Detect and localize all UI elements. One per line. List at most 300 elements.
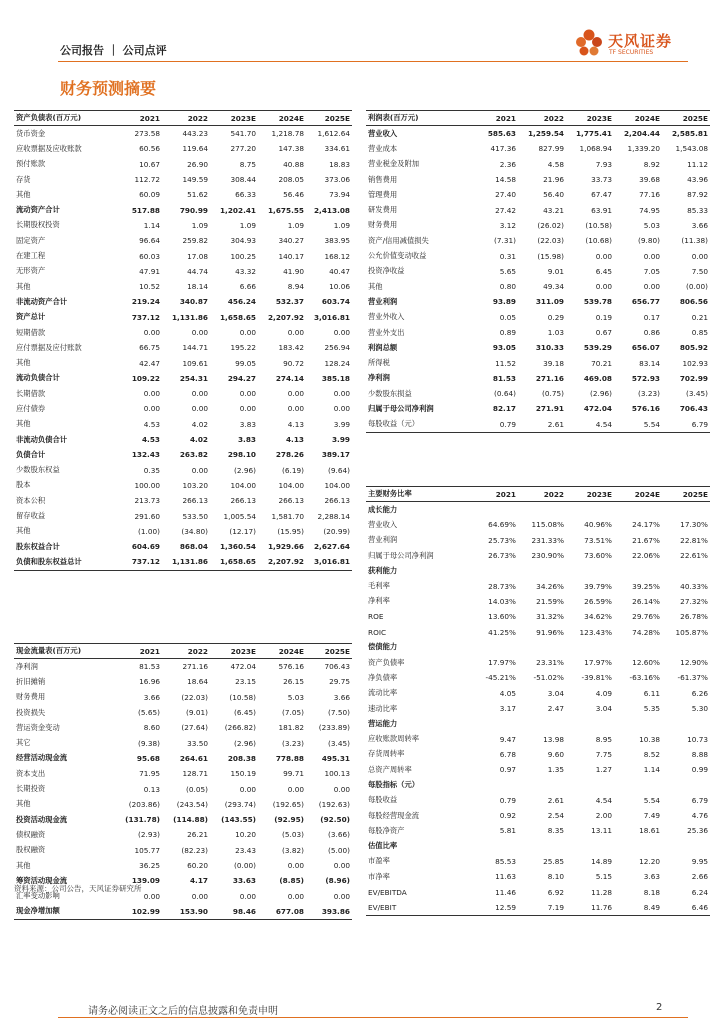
cell-value: 1,005.54: [223, 511, 256, 521]
row-label: 所得税: [368, 358, 390, 368]
cell-value: (0.00): [686, 282, 708, 292]
table-row: [366, 609, 710, 624]
cell-value: 2.54: [547, 811, 564, 821]
table-row: [14, 233, 352, 248]
row-label: 非流动负债合计: [16, 434, 68, 444]
cell-value: 3.66: [143, 692, 160, 702]
table-row: [14, 279, 352, 294]
table-row: [14, 539, 352, 554]
cell-value: 90.72: [283, 358, 304, 368]
cell-value: 0.00: [595, 282, 612, 292]
row-label: 偿债能力: [368, 642, 398, 652]
table-row: [14, 735, 352, 750]
table-row: [14, 478, 352, 493]
cell-value: 3,016.81: [313, 312, 350, 322]
cell-value: 1,929.66: [267, 542, 304, 552]
cell-value: 14.89: [591, 856, 612, 866]
row-label: 筹资活动现金流: [16, 875, 68, 885]
cell-value: (22.03): [181, 692, 208, 702]
table-row: [366, 264, 710, 279]
cell-value: 10.73: [687, 734, 708, 744]
cell-value: -45.21%: [485, 673, 516, 683]
cell-value: (9.80): [638, 236, 660, 246]
year-header: 2024E: [258, 111, 306, 126]
year-header: 2021: [470, 487, 518, 502]
cell-value: 8.88: [691, 749, 708, 759]
row-label: 销售费用: [368, 174, 398, 184]
cell-value: 8.18: [643, 887, 660, 897]
cell-value: 0.00: [143, 404, 160, 414]
cell-value: 8.94: [287, 282, 304, 292]
cell-value: (7.50): [328, 708, 350, 718]
cell-value: 14.58: [495, 175, 516, 185]
table-row: [14, 248, 352, 263]
table-row: [366, 731, 710, 746]
cell-value: 3.12: [499, 220, 516, 230]
cell-value: 82.17: [492, 404, 516, 414]
cell-value: 27.42: [495, 205, 516, 215]
cell-value: 230.90%: [531, 551, 564, 561]
cell-value: 1,658.65: [210, 554, 258, 570]
cell-value: 147.38: [278, 144, 304, 154]
table-row: [366, 578, 710, 593]
cell-value: [470, 502, 518, 518]
table-row: [366, 187, 710, 202]
cell-value: 274.14: [275, 373, 304, 383]
row-label: 留存收益: [16, 511, 46, 521]
cell-value: [566, 640, 614, 655]
cell-value: 10.67: [139, 159, 160, 169]
table-row: [14, 371, 352, 386]
table-header-row: [14, 644, 352, 659]
cell-value: 4.53: [143, 419, 160, 429]
cell-value: 2.00: [595, 811, 612, 821]
cell-value: (34.80): [181, 526, 208, 536]
cell-value: 737.12: [131, 312, 160, 322]
page-number: 2: [656, 1002, 663, 1013]
row-label: 管理费用: [368, 189, 398, 199]
table-row: [14, 674, 352, 689]
table-row: [366, 279, 710, 294]
cell-value: 0.00: [287, 328, 304, 337]
row-label: 应付票据及应付账款: [16, 342, 82, 352]
cell-value: [614, 839, 662, 854]
row-label: 归属于母公司净利润: [368, 403, 434, 413]
row-label: 其他: [16, 358, 31, 368]
table-row: [366, 401, 710, 416]
table-row: [366, 202, 710, 217]
cell-value: 4.17: [189, 876, 208, 886]
cell-value: 0.92: [499, 811, 516, 821]
cell-value: 109.22: [131, 373, 160, 383]
row-label: ROIC: [368, 627, 387, 637]
cell-value: 8.10: [547, 872, 564, 882]
cell-value: 140.17: [278, 251, 304, 261]
cell-value: 6.11: [643, 688, 660, 698]
year-header: 2022: [518, 487, 566, 502]
cell-value: [566, 502, 614, 518]
cell-value: 183.42: [278, 343, 304, 353]
cell-value: (0.05): [186, 784, 208, 794]
cell-value: 17.97%: [488, 658, 516, 668]
cell-value: 706.43: [679, 404, 708, 414]
table-row: [366, 686, 710, 701]
cell-value: 26.21: [187, 830, 208, 840]
cell-value: 1,360.54: [219, 542, 256, 552]
cell-value: 139.09: [131, 876, 160, 886]
table-row: [366, 126, 710, 142]
cell-value: 2,207.92: [267, 312, 304, 322]
cell-value: 33.50: [187, 738, 208, 748]
cell-value: 29.76%: [632, 612, 660, 622]
table-row: [366, 218, 710, 233]
cell-value: 340.27: [278, 236, 304, 246]
cell-value: [614, 777, 662, 792]
cell-value: 39.25%: [632, 581, 660, 591]
year-header: 2023E: [566, 111, 614, 126]
row-label: 营业利润: [368, 296, 398, 306]
cell-value: 1.14: [643, 765, 660, 775]
table-row: [14, 325, 352, 340]
table-row: [366, 624, 710, 639]
cell-value: (9.38): [138, 738, 160, 748]
cell-value: 104.00: [324, 480, 350, 490]
cell-value: 495.31: [321, 753, 350, 763]
cell-value: 4.13: [287, 419, 304, 429]
cell-value: 264.61: [179, 753, 208, 763]
cell-value: 10.06: [329, 282, 350, 292]
cell-value: 9.60: [547, 749, 564, 759]
cell-value: 100.00: [134, 480, 160, 490]
cell-value: 208.05: [278, 175, 304, 185]
row-label: 归属于母公司净利润: [368, 550, 434, 560]
table-row: [366, 900, 710, 916]
cell-value: 0.00: [239, 389, 256, 399]
cell-value: [518, 640, 566, 655]
cell-value: 10.52: [139, 282, 160, 292]
cell-value: 868.04: [179, 542, 208, 552]
cell-value: 539.78: [583, 297, 612, 307]
row-label: 长期借款: [16, 388, 46, 398]
cell-value: 298.10: [227, 450, 256, 460]
cell-value: 1,658.65: [219, 312, 256, 322]
table-row: [14, 447, 352, 462]
cell-value: 271.16: [182, 662, 208, 672]
cell-value: 0.00: [595, 251, 612, 261]
cell-value: 14.03%: [488, 596, 516, 606]
row-label: 净利润: [368, 373, 390, 383]
row-label: 速动比率: [368, 703, 398, 713]
cell-value: 278.26: [275, 450, 304, 460]
cell-value: 31.32%: [536, 612, 564, 622]
cell-value: 0.21: [691, 312, 708, 322]
cell-value: [470, 839, 518, 854]
cell-value: 26.15: [283, 677, 304, 687]
cell-value: 60.09: [139, 190, 160, 200]
cell-value: 340.87: [179, 297, 208, 307]
key-ratios-table: [366, 486, 710, 916]
cell-value: 263.82: [179, 450, 208, 460]
cell-value: 8.35: [547, 826, 564, 836]
row-label: 营业利润: [368, 535, 398, 545]
cell-value: 2,204.44: [623, 129, 660, 139]
cell-value: 60.56: [139, 144, 160, 154]
cell-value: 8.60: [143, 723, 160, 733]
table-row: [366, 594, 710, 609]
cell-value: 0.00: [287, 891, 304, 901]
disclaimer-text: 请务必阅读正文之后的信息披露和免责申明: [88, 1006, 278, 1017]
cell-value: 0.31: [499, 251, 516, 261]
cell-value: 572.93: [631, 373, 660, 383]
cell-value: 112.72: [134, 175, 160, 185]
table-row: [14, 524, 352, 539]
cell-value: 0.67: [595, 328, 612, 337]
cell-value: 0.00: [333, 861, 350, 870]
cell-value: 21.59%: [536, 596, 564, 606]
row-label: 投资净收益: [368, 266, 405, 276]
cell-value: (0.00): [234, 861, 256, 870]
cell-value: (233.89): [318, 723, 350, 733]
cell-value: 33.73: [591, 175, 612, 185]
table-row: [366, 355, 710, 370]
cell-value: 677.08: [258, 904, 306, 920]
cell-value: 4.02: [191, 419, 208, 429]
cell-value: 5.03: [287, 692, 304, 702]
row-label: 应付债券: [16, 403, 46, 413]
cell-value: 34.62%: [584, 612, 612, 622]
table-row: [366, 823, 710, 838]
cell-value: 0.89: [499, 328, 516, 337]
cell-value: 4.02: [189, 435, 208, 445]
table-row: [14, 294, 352, 309]
cell-value: (266.82): [224, 723, 256, 733]
cell-value: (192.65): [272, 799, 304, 809]
row-label: 固定资产: [16, 235, 46, 245]
cell-value: 603.74: [321, 297, 350, 307]
cell-value: (3.23): [282, 738, 304, 748]
cell-value: 77.16: [639, 190, 660, 200]
cell-value: 805.92: [679, 343, 708, 353]
row-label: 财务费用: [368, 220, 398, 230]
row-label: 其他: [16, 281, 31, 291]
cell-value: 71.95: [139, 769, 160, 779]
cell-value: 1,675.55: [267, 205, 304, 215]
cell-value: (6.19): [282, 465, 304, 475]
cell-value: 0.00: [191, 404, 208, 414]
cell-value: 4.13: [285, 435, 304, 445]
cell-value: 5.35: [643, 704, 660, 713]
cell-value: 22.81%: [680, 535, 708, 545]
cell-value: 24.17%: [632, 520, 660, 530]
table-header-row: [366, 487, 710, 502]
cell-value: 231.33%: [531, 535, 564, 545]
logo-name-cn: 天风证券: [608, 32, 673, 50]
cell-value: (3.45): [686, 389, 708, 399]
cell-value: 39.18: [543, 358, 564, 368]
cell-value: 1.09: [191, 220, 208, 230]
table-title: 主要财务比率: [366, 487, 470, 502]
table-row: [366, 294, 710, 309]
cell-value: 22.61%: [680, 551, 708, 561]
cell-value: 22.06%: [632, 551, 660, 561]
cell-value: 2.47: [547, 704, 564, 713]
cell-value: 67.47: [591, 190, 612, 200]
year-header: 2022: [518, 111, 566, 126]
table-row: [14, 218, 352, 233]
cell-value: (143.55): [221, 815, 256, 825]
cell-value: 91.96%: [536, 627, 564, 637]
cell-value: 39.68: [639, 175, 660, 185]
cell-value: 1.14: [143, 220, 160, 230]
cell-value: 0.00: [333, 328, 350, 337]
cell-value: 56.46: [283, 190, 304, 200]
cell-value: [662, 502, 710, 518]
cell-value: 27.40: [495, 190, 516, 200]
cell-value: 1,543.08: [675, 144, 708, 154]
cell-value: 29.75: [329, 677, 350, 687]
table-row: [366, 386, 710, 401]
cell-value: 100.25: [230, 251, 256, 261]
cell-value: 0.85: [691, 328, 708, 337]
table-row: [14, 172, 352, 187]
cell-value: 2,288.14: [317, 511, 350, 521]
cell-value: 21.96: [543, 175, 564, 185]
cell-value: 0.05: [499, 312, 516, 322]
cell-value: 60.20: [187, 861, 208, 870]
cell-value: 0.00: [191, 389, 208, 399]
cell-value: 11.63: [495, 872, 516, 882]
cell-value: 3,016.81: [306, 554, 352, 570]
cell-value: 34.26%: [536, 581, 564, 591]
cell-value: (22.03): [537, 236, 564, 246]
cell-value: 0.79: [499, 795, 516, 805]
cell-value: 1,259.54: [527, 129, 564, 139]
cell-value: 73.94: [329, 190, 350, 200]
cell-value: 85.53: [495, 856, 516, 866]
cell-value: 702.99: [679, 373, 708, 383]
cell-value: 44.74: [187, 266, 208, 276]
cell-value: 656.77: [631, 297, 660, 307]
cell-value: (2.96): [234, 738, 256, 748]
cell-value: 11.46: [495, 887, 516, 897]
table-row: [14, 355, 352, 370]
table-row: [14, 508, 352, 523]
cell-value: 3.83: [237, 435, 256, 445]
cell-value: 74.28%: [632, 627, 660, 637]
cell-value: 81.53: [139, 662, 160, 672]
cell-value: [614, 716, 662, 731]
table-row: [366, 141, 710, 156]
cell-value: 12.20: [639, 856, 660, 866]
cell-value: [566, 563, 614, 578]
cell-value: 213.73: [134, 496, 160, 506]
cell-value: (5.03): [282, 830, 304, 840]
cell-value: 2,585.81: [671, 129, 708, 139]
cell-value: 39.79%: [584, 581, 612, 591]
row-label: 净利率: [368, 596, 390, 606]
footer-divider: [58, 1017, 688, 1018]
row-label: EV/EBITDA: [368, 887, 407, 897]
cell-value: 132.43: [131, 450, 160, 460]
row-label: 短期借款: [16, 327, 46, 337]
cell-value: 28.73%: [488, 581, 516, 591]
cell-value: 49.34: [543, 282, 564, 292]
row-label: 净负债率: [368, 672, 398, 682]
row-label: 营业外收入: [368, 312, 405, 322]
cell-value: (0.64): [494, 389, 516, 399]
cell-value: 0.00: [191, 465, 208, 475]
cell-value: 105.77: [134, 845, 160, 855]
cash-flow-table: [14, 643, 352, 920]
table-row: [14, 310, 352, 325]
cell-value: (3.82): [282, 845, 304, 855]
cell-value: 2.61: [547, 795, 564, 805]
year-header: 2023E: [210, 644, 258, 659]
cell-value: 17.30%: [680, 520, 708, 530]
cell-value: [518, 716, 566, 731]
cell-value: 8.95: [595, 734, 612, 744]
cell-value: 7.93: [595, 159, 612, 169]
cell-value: 33.63: [232, 876, 256, 886]
cell-value: 827.99: [538, 144, 564, 154]
cell-value: 10.20: [235, 830, 256, 840]
row-label: 利润总额: [368, 342, 398, 352]
cell-value: 43.32: [235, 266, 256, 276]
cell-value: 1.35: [547, 765, 564, 775]
table-row: [366, 808, 710, 823]
cell-value: 93.05: [492, 343, 516, 353]
cell-value: 0.00: [287, 784, 304, 794]
cell-value: (2.96): [234, 465, 256, 475]
cell-value: 43.96: [687, 175, 708, 185]
cell-value: 195.22: [230, 343, 256, 353]
row-label: 应收票据及应收账款: [16, 143, 82, 153]
cell-value: 2,413.08: [313, 205, 350, 215]
row-label: 存货: [16, 174, 31, 184]
row-label: 投资损失: [16, 707, 46, 717]
cell-value: 0.00: [239, 328, 256, 337]
cell-value: 4.76: [691, 811, 708, 821]
cell-value: 310.33: [535, 343, 564, 353]
cell-value: 4.58: [547, 159, 564, 169]
table-row: [14, 705, 352, 720]
table-row: [14, 690, 352, 705]
cell-value: [470, 777, 518, 792]
cell-value: (10.58): [229, 692, 256, 702]
table-row: [366, 640, 710, 655]
cell-value: 7.75: [595, 749, 612, 759]
cell-value: [662, 640, 710, 655]
row-label: 流动负债合计: [16, 373, 60, 383]
cell-value: (7.31): [494, 236, 516, 246]
cell-value: 21.67%: [632, 535, 660, 545]
table-row: [14, 904, 352, 920]
row-label: 市盈率: [368, 856, 390, 866]
cell-value: 23.43: [235, 845, 256, 855]
cell-value: 6.79: [691, 795, 708, 805]
cell-value: 266.13: [182, 496, 208, 506]
row-label: 资产总计: [16, 312, 46, 322]
row-label: 长期投资: [16, 784, 46, 794]
cell-value: (3.45): [328, 738, 350, 748]
cell-value: 533.50: [182, 511, 208, 521]
cell-value: (15.98): [537, 251, 564, 261]
table-row: [366, 777, 710, 792]
row-label: 营运资金变动: [16, 722, 60, 732]
cell-value: 168.12: [324, 251, 350, 261]
cell-value: (8.96): [325, 876, 350, 886]
row-label: EV/EBIT: [366, 900, 470, 916]
